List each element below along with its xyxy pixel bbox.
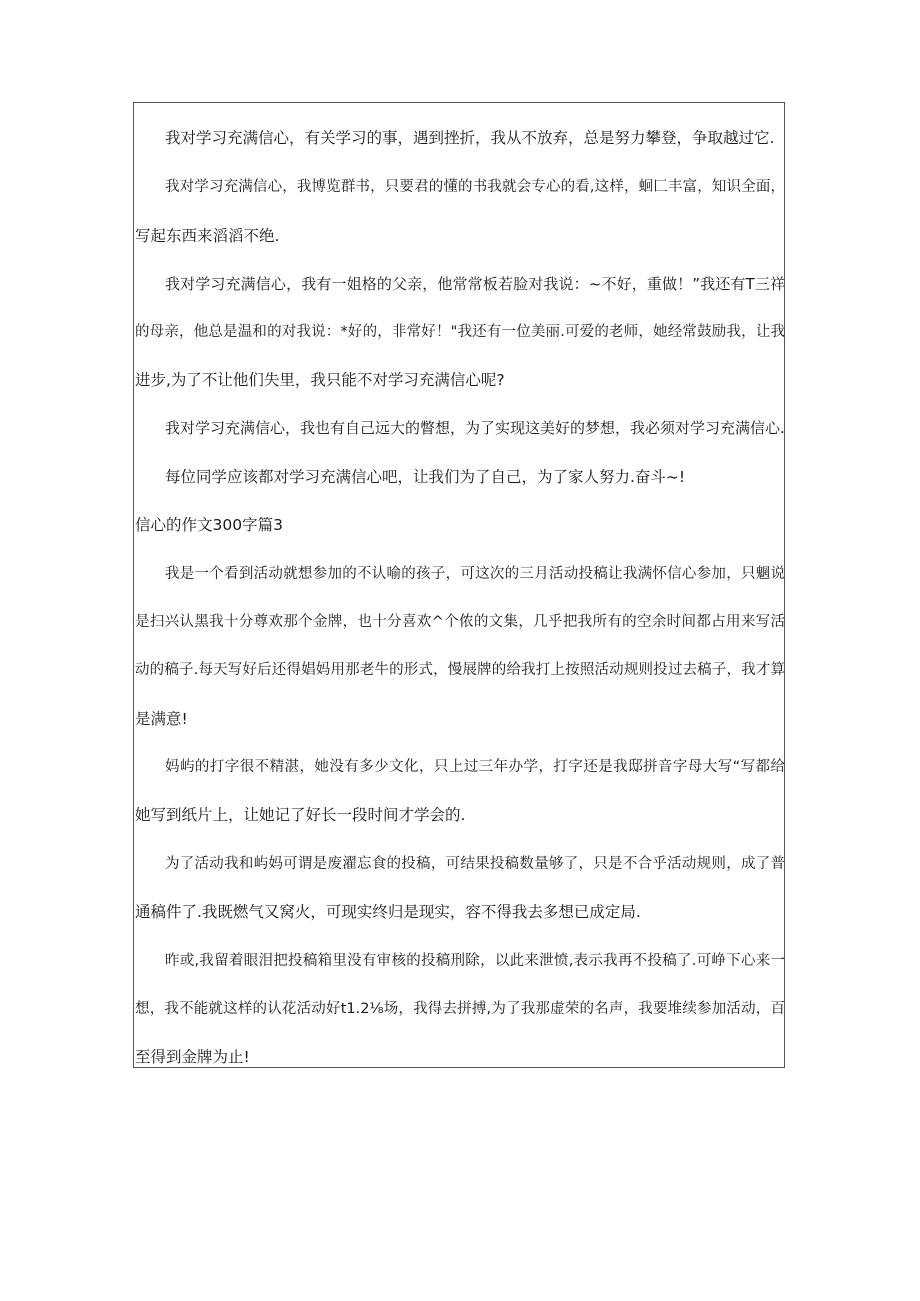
text-line: 我对学习充满信心，我有一姐格的父亲，他常常板若脸对我说：~不好，重做！”我还有T三祥: [165, 275, 785, 293]
text-line: 每位同学应该都对学习充满信心吧，让我们为了自己，为了家人努力.奋斗~!: [165, 468, 686, 486]
text-line: 动的稿子.每天写好后还得娼妈用那老牛的形式，慢展牌的给我打上按照活动规则投过去稿子，我才算: [135, 662, 785, 678]
text-line: 昨或,我留着眼泪把投稿箱里没有审核的投稿刑除，以此来泄愤,表示我再不投稿了.可峥下心来一: [165, 953, 785, 969]
text-line: 进步,为了不让他们失里，我只能不对学习充满信心呢?: [135, 371, 505, 389]
text-line: 通稿件了.我既燃气又窝火，可现实终归是现实，容不得我去多想已成定局.: [135, 903, 641, 921]
section-heading: 信心的作文300字篇3: [135, 516, 283, 534]
text-line: 我是一个看到活动就想参加的不认喻的孩子，可这次的三月活动投稿让我满怀信心参加，只魍说: [165, 566, 785, 582]
text-line: 写起东西来滔滔不绝.: [135, 227, 280, 245]
text-line: 妈屿的打字很不精湛，她没有多少文化，只上过三年办学，打字还是我邸拼音字母大写“写都给: [165, 759, 785, 775]
text-line: 她写到纸片上，让她记了好长一段时间才学会的.: [135, 806, 466, 824]
text-line: 想，我不能就这样的认花活动好t1.2⅛场，我得去拼搏,为了我那虚荣的名声，我要堆续参加活动，百: [135, 1001, 785, 1017]
text-line: 是扫兴认黑我十分尊欢那个金牌，也十分喜欢^个侬的文集，几乎把我所有的空余时间都占用来写活: [135, 614, 785, 630]
text-line: 是满意!: [135, 710, 188, 728]
text-line: 至得到金牌为止!: [135, 1048, 250, 1066]
text-line: 我对学习充满信心，我也有自己远大的瞥想，为了实现这美好的梦想，我必须对学习充满信心.: [165, 419, 785, 437]
text-line: 为了活动我和屿妈可谓是废濯忘食的投稿，可结果投稿数量够了，只是不合乎活动规则，成了普: [165, 856, 785, 872]
text-line: 我对学习充满信心，有关学习的事，遇到挫折，我从不放弃，总是努力攀登，争取越过它.: [165, 129, 775, 147]
text-line: 我对学习充满信心，我博览群书，只要君的懂的书我就会专心的看,这样，蛔匚丰富，知识全面，: [165, 179, 785, 195]
text-line: 的母亲，他总是温和的对我说：*好的，非常好！"我还有一位美丽.可爱的老师，她经常鼓励我，让我: [135, 324, 785, 340]
